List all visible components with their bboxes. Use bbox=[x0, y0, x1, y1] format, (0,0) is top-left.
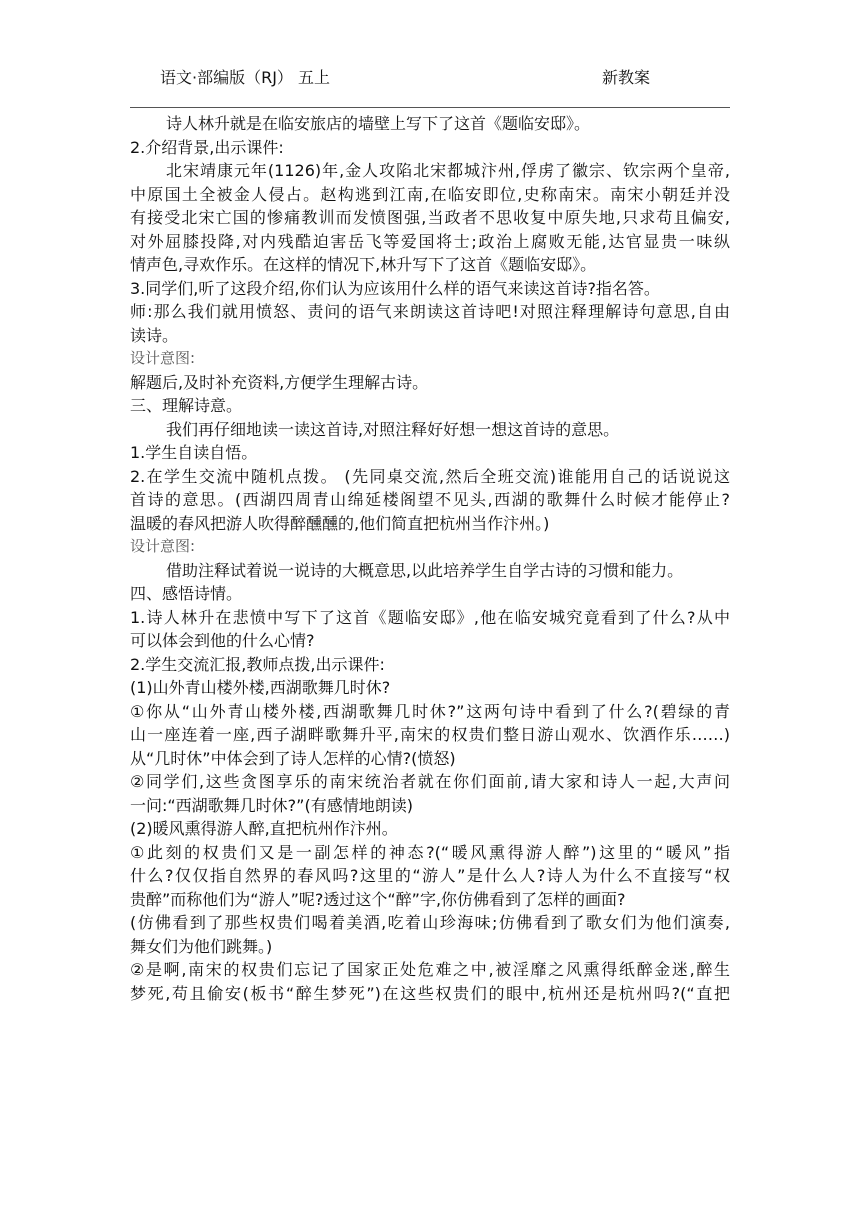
section-heading: 三、理解诗意。 bbox=[130, 396, 243, 415]
design-intent-label: 设计意图: bbox=[130, 537, 196, 555]
text-line: ②是啊,南宋的权贵们忘记了国家正处危难之中,被淫靡之风熏得纸醉金迷,醉生 bbox=[130, 960, 730, 979]
section-item: 1.诗人林升在悲愤中写下了这首《题临安邸》,他在临安城究竟看到了什么?从中 bbox=[130, 607, 730, 627]
section-heading: 四、感悟诗情。 bbox=[130, 584, 243, 603]
poem-line: (1)山外青山楼外楼,西湖歌舞几时休? bbox=[130, 678, 391, 697]
text-line: 舞女们为他们跳舞。) bbox=[130, 936, 273, 956]
text-line: 温暖的春风把游人吹得醉醺醺的,他们简直把杭州当作汴州。) bbox=[130, 513, 550, 533]
header-doc-type: 新教案 bbox=[601, 68, 650, 87]
text-line: ②同学们,这些贪图享乐的南宋统治者就在你们面前,请大家和诗人一起,大声问 bbox=[130, 772, 730, 791]
text-line: 对外屈膝投降,对内残酷迫害岳飞等爱国将士;政治上腐败无能,达官显贵一味纵 bbox=[130, 231, 730, 251]
text-line: ①你从“山外青山楼外楼,西湖歌舞几时休?”这两句诗中看到了什么?(碧绿的青 bbox=[130, 701, 730, 721]
text-line: 中原国土全被金人侵占。赵构逃到江南,在临安即位,史称南宋。南宋小朝廷并没 bbox=[130, 184, 730, 204]
text-line: 我们再仔细地读一读这首诗,对照注释好好想一想这首诗的意思。 bbox=[166, 419, 620, 439]
text-line: 师:那么我们就用愤怒、责问的语气来朗读这首诗吧!对照注释理解诗句意思,自由 bbox=[130, 302, 730, 321]
text-line: (仿佛看到了那些权贵们喝着美酒,吃着山珍海味;仿佛看到了歌女们为他们演奏, bbox=[130, 913, 730, 932]
text-line: 首诗的意思。(西湖四周青山绵延楼阁望不见头,西湖的歌舞什么时候才能停止? bbox=[130, 490, 730, 509]
section-item: 3.同学们,听了这段介绍,你们认为应该用什么样的语气来读这首诗?指名答。 bbox=[130, 278, 660, 298]
text-line: 什么?仅仅指自然界的春风吗?这里的“游人”是什么人?诗人为什么不直接写“权 bbox=[130, 866, 730, 885]
section-item: 2.学生交流汇报,教师点拨,出示课件: bbox=[130, 654, 385, 674]
text-line: 从“几时休”中体会到了诗人怎样的心情?(愤怒) bbox=[130, 748, 456, 768]
section-item: 2.在学生交流中随机点拨。 (先同桌交流,然后全班交流)谁能用自己的话说说这 bbox=[130, 466, 730, 486]
header-divider bbox=[130, 107, 730, 108]
text-line: 有接受北宋亡国的惨痛教训而发愤图强,当政者不思收复中原失地,只求苟且偏安, bbox=[130, 208, 730, 227]
text-line: 借助注释试着说一说诗的大概意思,以此培养学生自学古诗的习惯和能力。 bbox=[166, 560, 684, 580]
text-line: 梦死,苟且偷安(板书“醉生梦死”)在这些权贵们的眼中,杭州还是杭州吗?(“直把 bbox=[130, 983, 730, 1003]
text-line: 贵醉”而称他们为“游人”呢?透过这个“醉”字,你仿佛看到了怎样的画面? bbox=[130, 889, 626, 909]
text-line: 情声色,寻欢作乐。在这样的情况下,林升写下了这首《题临安邸》。 bbox=[130, 255, 597, 274]
section-item: 1.学生自读自悟。 bbox=[130, 443, 258, 462]
header-subject: 语文·部编版（RJ） 五上 bbox=[160, 68, 331, 87]
document-body bbox=[130, 112, 730, 1005]
text-line: 诗人林升就是在临安旅店的墙壁上写下了这首《题临安邸》。 bbox=[166, 114, 591, 133]
design-intent-label: 设计意图: bbox=[130, 349, 196, 367]
text-line: 一问:“西湖歌舞几时休?”(有感情地朗读) bbox=[130, 795, 413, 815]
text-line: 读诗。 bbox=[130, 325, 179, 345]
page-header bbox=[160, 66, 650, 90]
text-line: 山一座连着一座,西子湖畔歌舞升平,南宋的权贵们整日游山观水、饮酒作乐……) bbox=[130, 725, 730, 744]
text-line: 解题后,及时补充资料,方便学生理解古诗。 bbox=[130, 372, 429, 392]
poem-line: (2)暖风熏得游人醉,直把杭州作汴州。 bbox=[130, 819, 398, 838]
text-line: 可以体会到他的什么心情? bbox=[130, 631, 315, 650]
text-line: ①此刻的权贵们又是一副怎样的神态?(“暖风熏得游人醉”)这里的“暖风”指 bbox=[130, 842, 730, 862]
section-item: 2.介绍背景,出示课件: bbox=[130, 137, 284, 157]
text-line: 北宋靖康元年(1126)年,金人攻陷北宋都城汴州,俘虏了徽宗、钦宗两个皇帝, bbox=[166, 161, 730, 180]
